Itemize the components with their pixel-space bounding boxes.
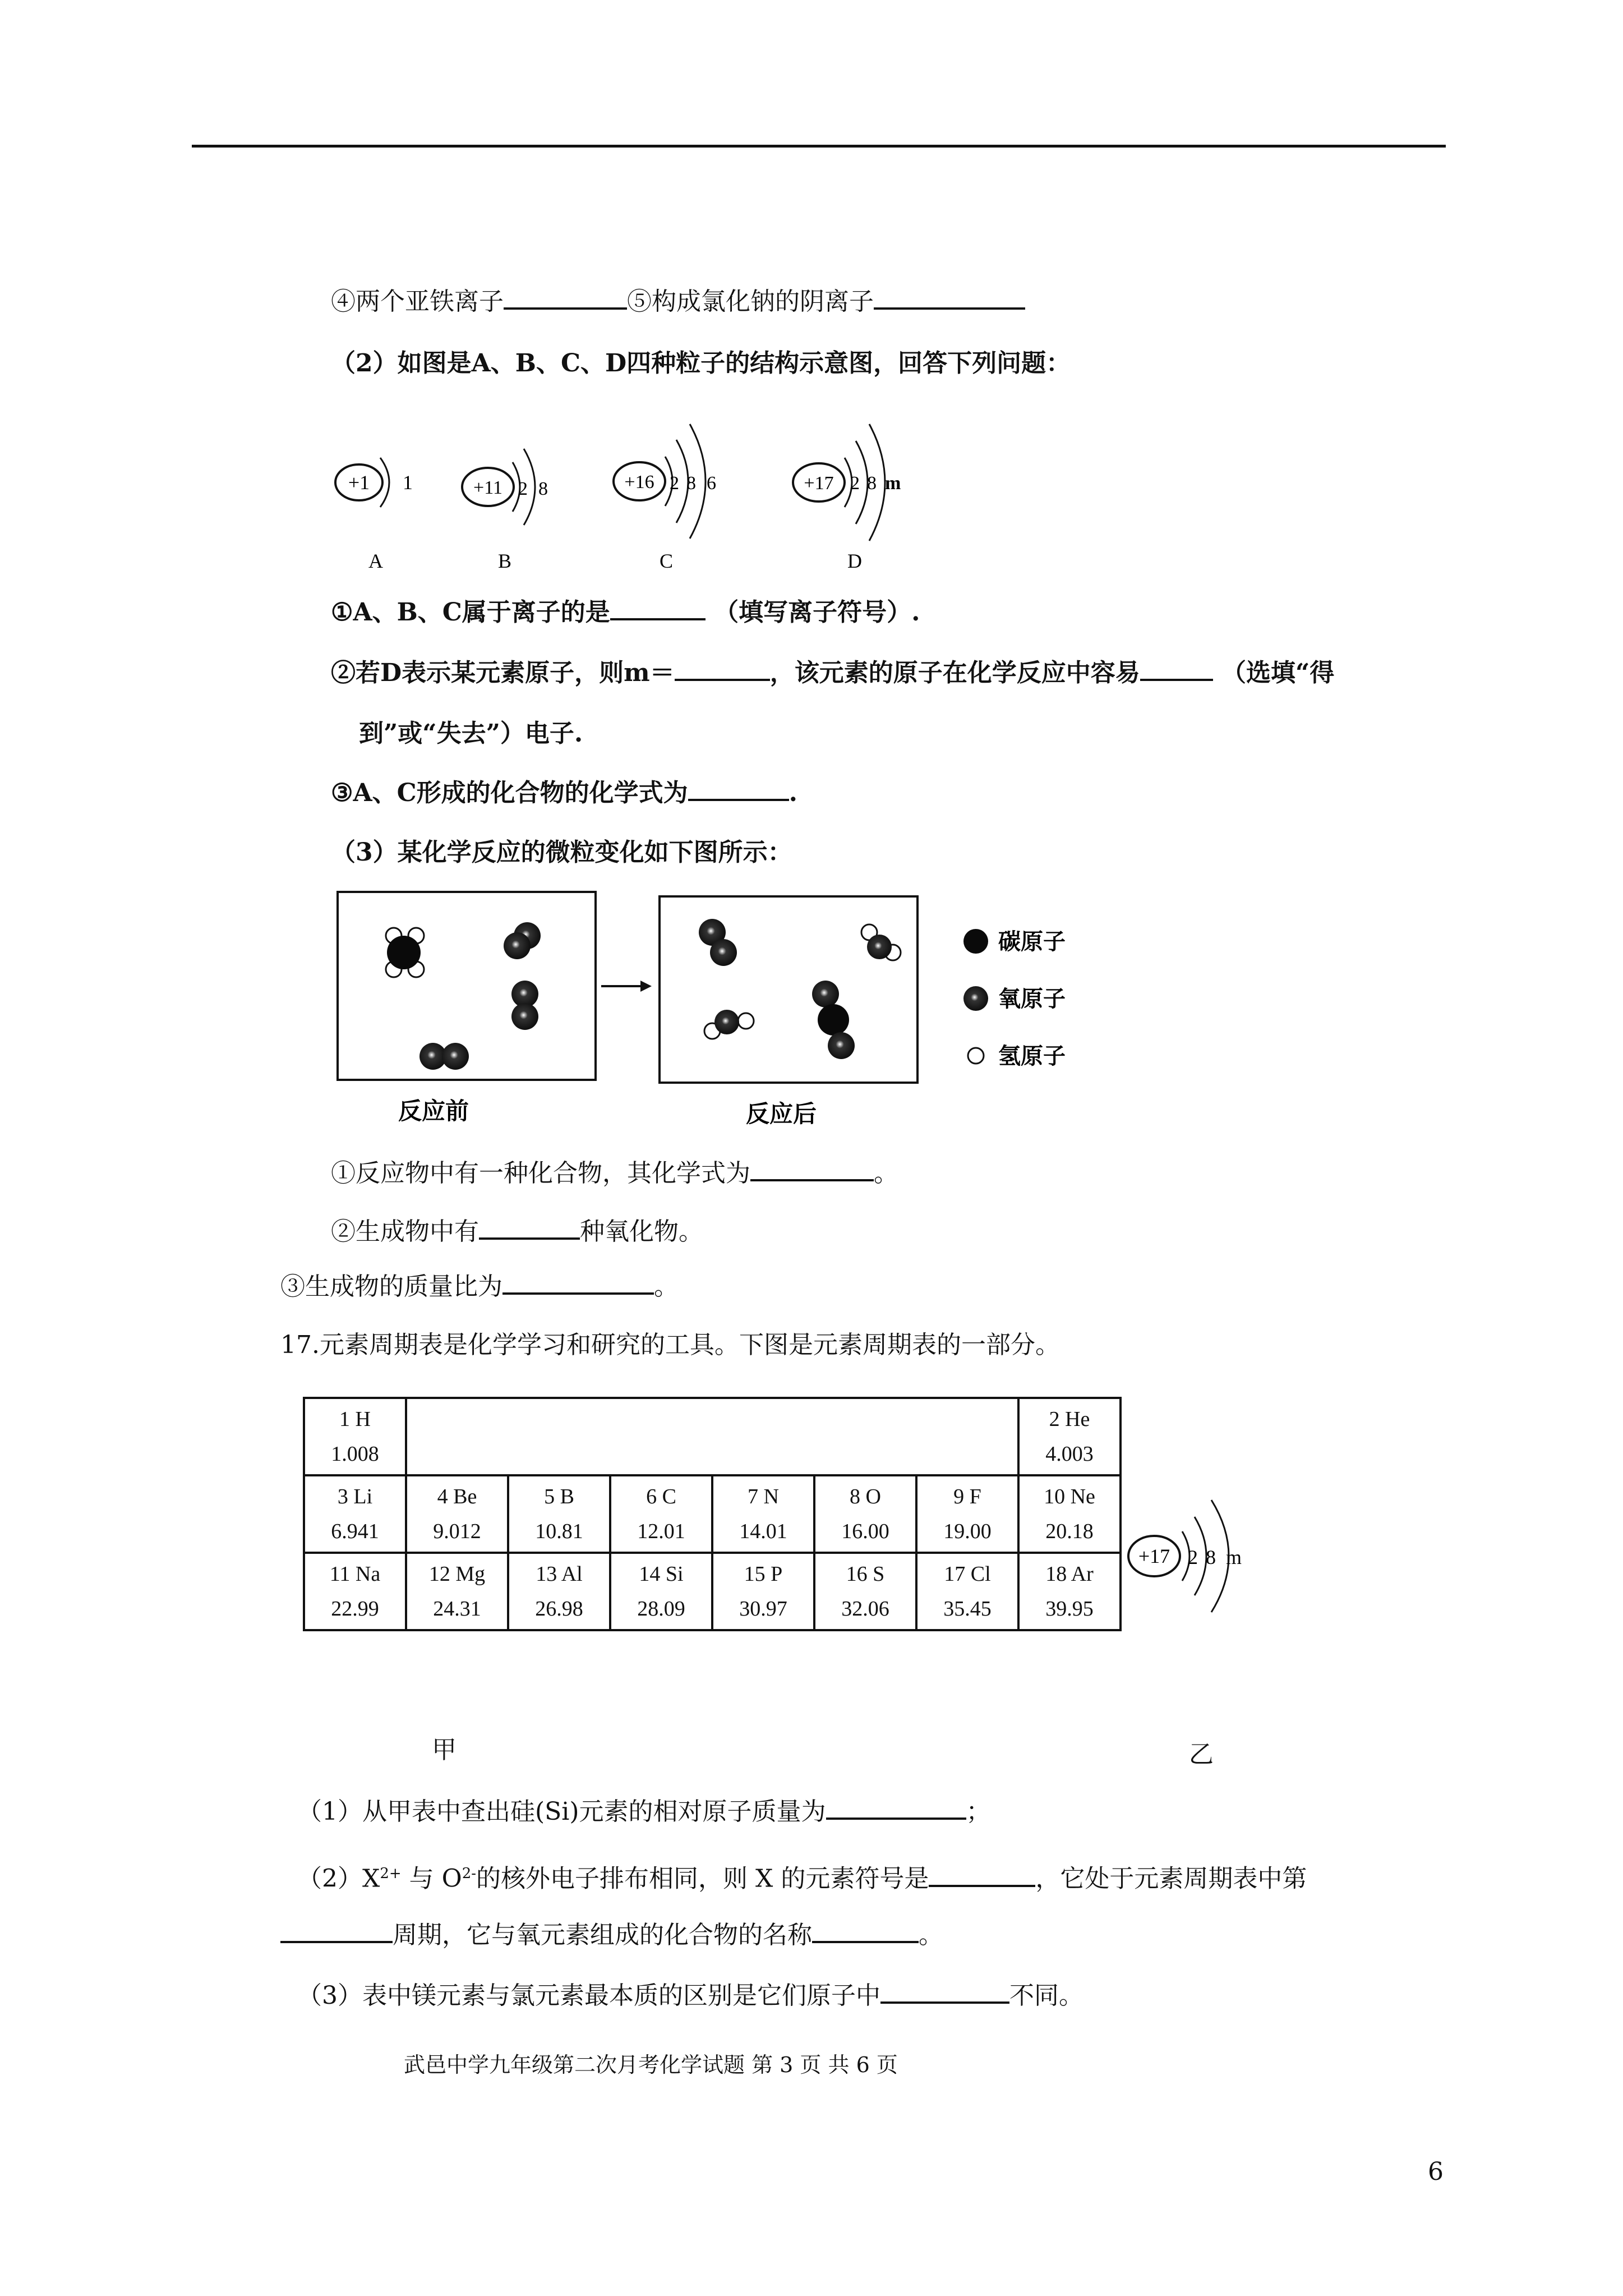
particle-a-nucleus: +1 <box>348 471 370 494</box>
element-cell <box>610 1553 712 1630</box>
element-cell <box>1018 1398 1121 1475</box>
element-mass: 24.31 <box>433 1597 481 1621</box>
answer-blank[interactable] <box>610 596 706 620</box>
particle-c-shell-1: 2 <box>670 473 679 494</box>
water-molecule-1 <box>861 924 901 960</box>
q1-item4-text: ④两个亚铁离子 <box>331 287 504 316</box>
particle-a-shell-1: 1 <box>403 471 413 494</box>
element-symbol: 8 O <box>850 1485 881 1508</box>
particle-c-shell-3: 6 <box>707 473 716 494</box>
particle-d-diagram <box>793 424 901 572</box>
atom-yi-shell-3: m <box>1226 1546 1242 1568</box>
element-mass: 28.09 <box>637 1597 685 1621</box>
element-mass: 26.98 <box>535 1597 583 1621</box>
element-mass: 6.941 <box>331 1520 379 1543</box>
q3-1-line <box>331 1157 898 1190</box>
element-symbol: 18 Ar <box>1045 1562 1094 1586</box>
before-label: 反应前 <box>398 1099 469 1125</box>
particle-b-nucleus: +11 <box>473 477 502 498</box>
element-symbol: 9 F <box>953 1485 981 1508</box>
element-cell <box>304 1553 406 1630</box>
q2-1-line <box>331 596 920 629</box>
element-mass: 20.18 <box>1045 1520 1094 1543</box>
q17-2-text-d: ，它处于元素周期表中第 <box>1035 1864 1307 1893</box>
element-symbol: 6 C <box>646 1485 676 1508</box>
q17-2-tail: 。 <box>919 1921 943 1949</box>
q2-3-text: ③A、C形成的化合物的化学式为 <box>331 779 688 807</box>
atom-yi-diagram <box>1122 1492 1290 1632</box>
element-cell <box>406 1475 508 1553</box>
q3-1-tail: 。 <box>874 1159 898 1188</box>
element-mass: 32.06 <box>841 1597 889 1621</box>
element-symbol: 7 N <box>748 1485 779 1508</box>
q2-2-line <box>331 656 1334 690</box>
question-17-stem: 17.元素周期表是化学学习和研究的工具。下图是元素周期表的一部分。 <box>280 1331 1060 1359</box>
oxygen-molecule-remaining <box>699 919 737 966</box>
element-cell <box>916 1475 1018 1553</box>
legend-carbon-label: 碳原子 <box>998 929 1066 954</box>
element-mass: 14.01 <box>739 1520 787 1543</box>
element-mass: 16.00 <box>841 1520 889 1543</box>
particle-c-nucleus: +16 <box>624 472 654 493</box>
element-cell <box>610 1475 712 1553</box>
q2-3-line <box>331 776 797 810</box>
answer-blank[interactable] <box>750 1157 874 1181</box>
element-symbol: 10 Ne <box>1044 1485 1095 1508</box>
q2-3-tail: . <box>789 779 797 807</box>
element-cell <box>712 1553 814 1630</box>
particle-diagrams <box>314 404 987 578</box>
q3-3-line <box>280 1270 679 1304</box>
q3-intro: （3）某化学反应的微粒变化如下图所示： <box>331 838 792 867</box>
carbon-dioxide-molecule <box>812 981 855 1059</box>
element-symbol: 16 S <box>846 1562 885 1586</box>
q2-intro: （2）如图是A、B、C、D四种粒子的结构示意图，回答下列问题： <box>331 349 1071 378</box>
element-mass: 22.99 <box>331 1597 379 1621</box>
element-mass: 9.012 <box>433 1520 481 1543</box>
particle-d-nucleus: +17 <box>804 473 834 494</box>
atom-yi-shell-1: 2 <box>1188 1546 1198 1568</box>
element-mass: 19.00 <box>943 1520 992 1543</box>
q17-2-text-c: 的核外电子排布相同，则 X 的元素符号是 <box>476 1864 929 1893</box>
answer-blank[interactable] <box>1140 656 1213 681</box>
particle-c-shell-2: 8 <box>686 473 696 494</box>
particle-c-label: C <box>659 550 674 572</box>
particle-a-diagram <box>335 458 413 572</box>
answer-blank[interactable] <box>502 1270 654 1295</box>
particle-b-shell-2: 8 <box>538 478 548 499</box>
element-symbol: 12 Mg <box>428 1562 486 1586</box>
q3-3-text: ③生成物的质量比为 <box>280 1272 502 1301</box>
element-symbol: 13 Al <box>536 1562 583 1586</box>
element-cell <box>814 1553 916 1630</box>
question-1-line <box>331 285 1025 319</box>
atom-yi-nucleus: +17 <box>1138 1545 1170 1567</box>
q17-2-text-e: 周期，它与氧元素组成的化合物的名称 <box>393 1921 812 1949</box>
element-mass: 12.01 <box>637 1520 685 1543</box>
label-jia: 甲 <box>432 1736 457 1764</box>
atom-yi-shell-2: 8 <box>1206 1546 1216 1568</box>
q17-2-line <box>297 1857 1307 1896</box>
oxygen-molecule-1 <box>504 922 541 959</box>
element-cell <box>508 1553 610 1630</box>
q2-1-tail: （填写离子符号）. <box>714 598 920 627</box>
q17-2-text-a: （2）X <box>297 1864 380 1893</box>
q17-2-sup-b: 2- <box>462 1865 477 1882</box>
element-cell <box>712 1475 814 1553</box>
methane-molecule <box>386 928 424 977</box>
answer-blank[interactable] <box>880 1979 1009 2004</box>
particle-d-label: D <box>847 550 862 572</box>
q17-1-text: （1）从甲表中查出硅(Si)元素的相对原子质量为 <box>297 1797 826 1826</box>
legend-carbon <box>963 929 1066 954</box>
q17-2-line2 <box>280 1918 943 1952</box>
q17-3-tail: 不同。 <box>1009 1981 1083 2010</box>
q17-1-tail: ； <box>966 1797 991 1826</box>
page-footer: 武邑中学九年级第二次月考化学试题 第 3 页 共 6 页 <box>404 2053 898 2077</box>
q1-item5-text: ⑤构成氯化钠的阴离子 <box>627 287 874 316</box>
particle-b-label: B <box>497 550 512 572</box>
element-cell <box>406 1553 508 1630</box>
q17-2-text-b: 与 O <box>401 1864 462 1893</box>
element-symbol: 15 P <box>744 1562 783 1586</box>
answer-blank[interactable] <box>812 1918 919 1943</box>
element-cell <box>814 1475 916 1553</box>
legend-oxygen <box>963 986 1066 1011</box>
legend-oxygen-label: 氧原子 <box>998 986 1066 1011</box>
after-box <box>660 896 917 1083</box>
element-symbol: 5 B <box>544 1485 574 1508</box>
particle-d-shell-1: 2 <box>850 473 860 494</box>
after-label: 反应后 <box>746 1102 817 1128</box>
element-symbol: 14 Si <box>639 1562 684 1586</box>
page-number: 6 <box>1428 2157 1444 2186</box>
element-mass: 39.95 <box>1045 1597 1094 1621</box>
element-mass: 10.81 <box>535 1520 583 1543</box>
label-yi: 乙 <box>1189 1740 1214 1769</box>
answer-blank[interactable] <box>688 776 789 801</box>
element-symbol: 3 Li <box>337 1485 373 1508</box>
element-symbol: 17 Cl <box>944 1562 991 1586</box>
q17-3-text: （3）表中镁元素与氯元素最本质的区别是它们原子中 <box>297 1981 880 2010</box>
q3-2-text-a: ②生成物中有 <box>331 1217 479 1246</box>
element-mass: 1.008 <box>331 1442 379 1466</box>
element-mass: 30.97 <box>739 1597 787 1621</box>
reaction-diagram <box>331 886 1116 1133</box>
q2-1-text: ①A、B、C属于离子的是 <box>331 598 610 627</box>
particle-a-label: A <box>368 550 383 572</box>
element-cell <box>304 1398 406 1475</box>
q2-2-text-d: 到”或“失去”）电子. <box>359 719 583 748</box>
answer-blank[interactable] <box>874 285 1025 310</box>
q3-2-text-b: 种氧化物。 <box>580 1217 703 1246</box>
q3-2-line <box>331 1215 703 1249</box>
answer-blank[interactable] <box>479 1215 580 1240</box>
oxygen-molecule-2 <box>511 981 538 1030</box>
top-rule <box>192 145 1446 148</box>
element-mass: 4.003 <box>1045 1442 1094 1466</box>
oxygen-molecule-3 <box>419 1043 469 1070</box>
answer-blank[interactable] <box>675 656 770 681</box>
element-symbol: 4 Be <box>437 1485 477 1508</box>
q17-2-sup-a: 2+ <box>380 1865 402 1882</box>
particle-b-shell-1: 2 <box>518 478 528 499</box>
legend-hydrogen <box>968 1043 1066 1069</box>
element-symbol: 1 H <box>339 1407 371 1431</box>
element-symbol: 11 Na <box>329 1562 381 1586</box>
particle-d-shell-2: 8 <box>867 473 877 494</box>
particle-c-diagram <box>614 424 716 572</box>
legend-hydrogen-label: 氢原子 <box>998 1043 1066 1069</box>
particle-b-diagram <box>462 449 548 572</box>
q2-2-text-a: ②若D表示某元素原子，则m＝ <box>331 659 675 687</box>
element-cell <box>1018 1475 1121 1553</box>
element-symbol: 2 He <box>1049 1407 1090 1431</box>
element-cell <box>1018 1553 1121 1630</box>
q2-2-text-c: （选填“得 <box>1221 659 1335 687</box>
water-molecule-2 <box>704 1010 754 1039</box>
answer-blank[interactable] <box>826 1795 966 1820</box>
answer-blank[interactable] <box>929 1862 1035 1887</box>
q17-3-line <box>297 1979 1083 2013</box>
element-cell <box>916 1553 1018 1630</box>
element-cell <box>304 1475 406 1553</box>
answer-blank[interactable] <box>504 285 627 310</box>
q2-2-text-b: ，该元素的原子在化学反应中容易 <box>769 659 1140 687</box>
q3-1-text: ①反应物中有一种化合物，其化学式为 <box>331 1159 750 1188</box>
periodic-table-jia <box>303 1397 1122 1631</box>
q3-3-tail: 。 <box>654 1272 679 1301</box>
element-mass: 35.45 <box>943 1597 992 1621</box>
answer-blank[interactable] <box>280 1918 393 1943</box>
q17-1-line <box>297 1795 991 1829</box>
element-cell <box>508 1475 610 1553</box>
particle-d-shell-3: m <box>885 473 901 494</box>
